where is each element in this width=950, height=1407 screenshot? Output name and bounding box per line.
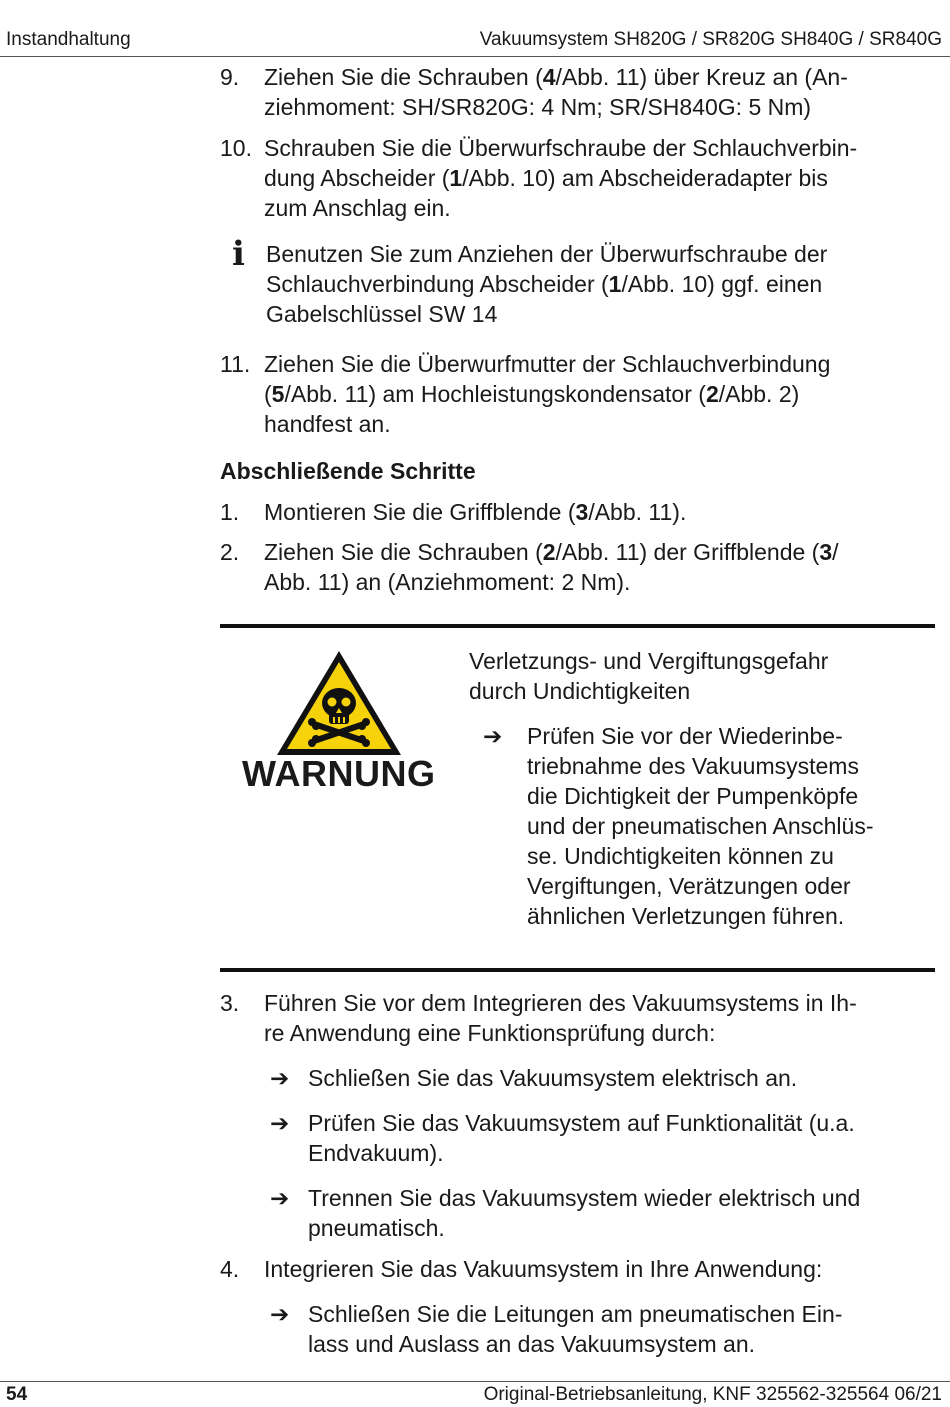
text: ( <box>264 381 272 407</box>
info-icon: i <box>232 234 245 274</box>
step-text <box>264 537 935 597</box>
ref-number: 1 <box>449 165 463 191</box>
text: /Abb. 2) <box>718 381 800 407</box>
text: ziehmoment: SH/SR820G: 4 Nm; SR/SH840G: 5 Nm) <box>264 94 812 120</box>
step-number: 2. <box>220 539 240 565</box>
text: Abb. 11) an (Anziehmoment: 2 Nm). <box>264 569 631 595</box>
warning-action <box>469 721 929 931</box>
step-text <box>264 62 935 122</box>
ref-number: 3 <box>575 499 589 525</box>
step-10 <box>220 133 935 223</box>
text: die Dichtigkeit der Pumpenköpfe <box>527 783 859 809</box>
text: Ziehen Sie die Schrauben ( <box>264 64 543 90</box>
footer-divider <box>0 1381 950 1382</box>
warning-text <box>469 646 929 931</box>
text: Führen Sie vor dem Integrieren des Vakuumsystems in Ih- <box>264 990 857 1016</box>
substep-text <box>308 1299 935 1359</box>
step-text <box>264 497 935 527</box>
step-text <box>264 988 935 1048</box>
text: handfest an. <box>264 411 391 437</box>
page-content <box>220 62 935 1359</box>
ref-number: 2 <box>542 539 556 565</box>
step-3-substep <box>270 1063 935 1093</box>
text: Gabelschlüssel SW 14 <box>266 301 498 327</box>
arrow-right-icon: ➔ <box>270 1065 290 1091</box>
warning-action-text <box>527 721 874 931</box>
arrow-right-icon: ➔ <box>483 723 503 749</box>
step-number: 10. <box>220 135 252 161</box>
step-number: 1. <box>220 499 240 525</box>
warning-top-rule <box>220 624 935 628</box>
warning-signal-word: WARNUNG <box>242 753 436 794</box>
arrow-right-icon: ➔ <box>270 1110 290 1136</box>
step-text <box>264 133 935 223</box>
text: Montieren Sie die Griffblende ( <box>264 499 576 525</box>
warning-box <box>220 624 935 976</box>
step-9 <box>220 62 935 122</box>
text: /Abb. 11) über Kreuz an (An- <box>555 64 848 90</box>
step-number: 9. <box>220 64 240 90</box>
text: Ziehen Sie die Überwurfmutter der Schlauchverbindung <box>264 351 831 377</box>
text: Benutzen Sie zum Anziehen der Überwurfschraube der <box>266 241 828 267</box>
step-number: 4. <box>220 1256 240 1282</box>
text: Vergiftungen, Verätzungen oder <box>527 873 851 899</box>
warning-title: Verletzungs- und Vergiftungsgefahr <box>469 648 829 674</box>
arrow-right-icon: ➔ <box>270 1301 290 1327</box>
ref-number: 2 <box>705 381 719 407</box>
section-heading: Abschließende Schritte <box>220 458 476 484</box>
warning-bottom-rule <box>220 968 935 972</box>
warning-title: durch Undichtigkeiten <box>469 678 691 704</box>
text: Schließen Sie die Leitungen am pneumatischen Ein- <box>308 1301 843 1327</box>
text: /Abb. 10) am Abscheideradapter bis <box>462 165 828 191</box>
text: /Abb. 11) am Hochleistungskondensator ( <box>284 381 706 407</box>
arrow-right-icon: ➔ <box>270 1185 290 1211</box>
step-number: 11. <box>220 351 251 377</box>
text: Schrauben Sie die Überwurfschraube der Schlauchverbin- <box>264 135 858 161</box>
header-section-title: Instandhaltung <box>6 29 131 50</box>
page-number: 54 <box>6 1384 28 1405</box>
info-text <box>266 239 935 329</box>
step-text <box>264 349 935 439</box>
text: Prüfen Sie das Vakuumsystem auf Funktionalität (u.a. <box>308 1110 855 1136</box>
text: Schlauchverbindung Abscheider ( <box>266 271 609 297</box>
text: re Anwendung eine Funktionsprüfung durch: <box>264 1020 716 1046</box>
text: triebnahme des Vakuumsystems <box>527 753 859 779</box>
text: /Abb. 11). <box>588 499 687 525</box>
ref-number: 4 <box>542 64 556 90</box>
step-3 <box>220 988 935 1048</box>
final-step-1 <box>220 497 935 527</box>
text: zum Anschlag ein. <box>264 195 451 221</box>
step-3-substep <box>270 1183 935 1243</box>
text: ähnlichen Verletzungen führen. <box>527 903 845 929</box>
step-4-substep <box>270 1299 935 1359</box>
text: se. Undichtigkeiten können zu <box>527 843 834 869</box>
text: lass und Auslass an das Vakuumsystem an. <box>308 1331 756 1357</box>
step-number: 3. <box>220 990 240 1016</box>
text: dung Abscheider ( <box>264 165 450 191</box>
substep-text <box>308 1108 935 1168</box>
step-text: Integrieren Sie das Vakuumsystem in Ihre Anwendung: <box>264 1256 823 1282</box>
text: und der pneumatischen Anschlüs- <box>527 813 874 839</box>
text: Prüfen Sie vor der Wiederinbe- <box>527 723 843 749</box>
text: / <box>832 539 839 565</box>
text: Trennen Sie das Vakuumsystem wieder elektrisch und <box>308 1185 861 1211</box>
step-3-substep <box>270 1108 935 1168</box>
text: pneumatisch. <box>308 1215 445 1241</box>
toxic-warning-icon <box>274 648 404 758</box>
text: /Abb. 11) der Griffblende ( <box>555 539 820 565</box>
ref-number: 1 <box>608 271 622 297</box>
info-note <box>220 234 935 329</box>
footer-document-id: Original-Betriebsanleitung, KNF 325562-325564 06/21 <box>483 1384 942 1405</box>
ref-number: 5 <box>271 381 285 407</box>
text: Endvakuum). <box>308 1140 444 1166</box>
step-4 <box>220 1254 935 1284</box>
header-document-title: Vakuumsystem SH820G / SR820G SH840G / SR840G <box>479 29 942 50</box>
header-divider <box>0 56 950 57</box>
text: Schließen Sie das Vakuumsystem elektrisch an. <box>308 1065 798 1091</box>
substep-text <box>308 1183 935 1243</box>
text: Ziehen Sie die Schrauben ( <box>264 539 543 565</box>
text: /Abb. 10) ggf. einen <box>621 271 823 297</box>
step-11 <box>220 349 935 439</box>
final-step-2 <box>220 537 935 597</box>
ref-number: 3 <box>819 539 833 565</box>
